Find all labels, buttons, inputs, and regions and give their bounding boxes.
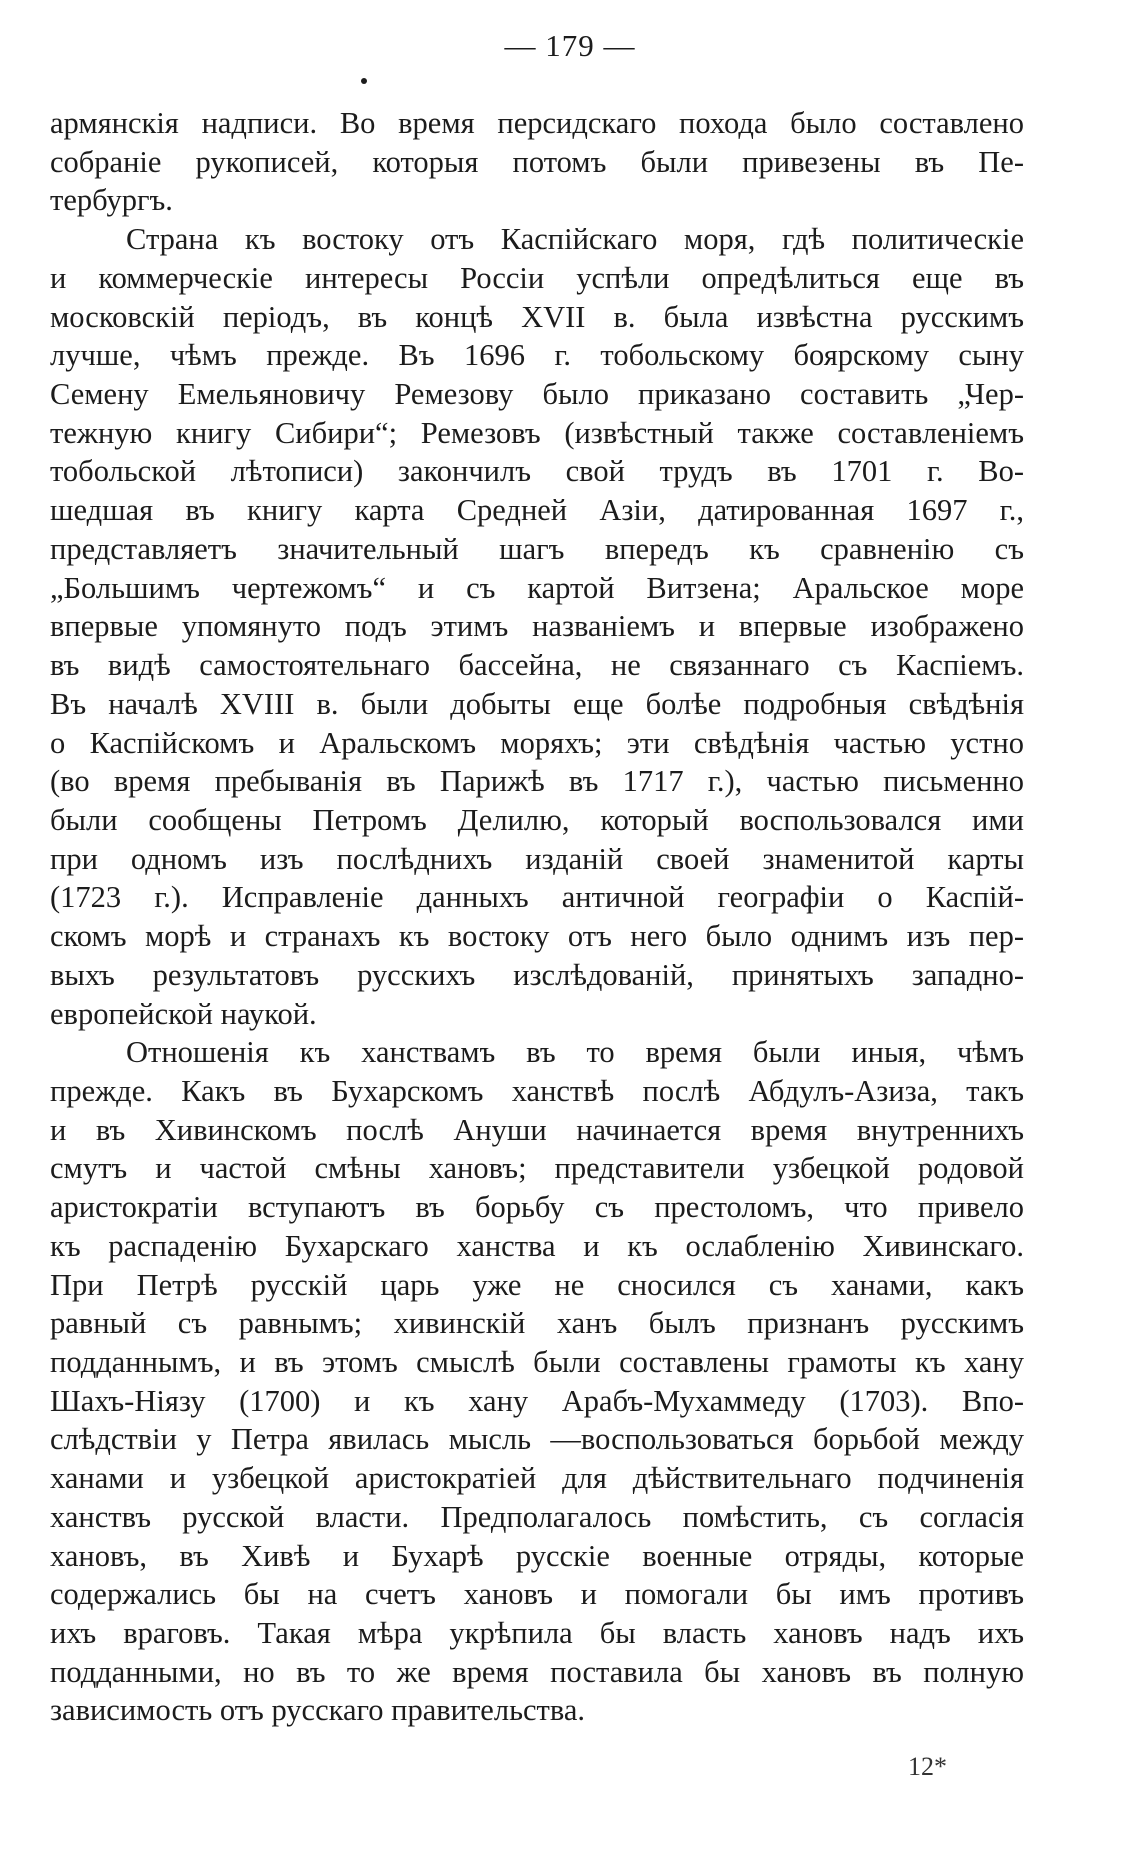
text-line: Страна къ востоку отъ Каспійскаго моря, гдѣ политическіе: [126, 222, 1024, 257]
body-text: [50, 104, 1024, 1730]
text-line: хановъ, въ Хивѣ и Бухарѣ русскіе военные отряды, которые: [50, 1538, 1024, 1573]
text-line: „Большимъ чертежомъ“ и съ картой Витзена; Аральское море: [50, 570, 1024, 605]
text-line: При Петрѣ русскій царь уже не сносился съ ханами, какъ: [50, 1267, 1024, 1302]
text-line: ихъ враговъ. Такая мѣра укрѣпила бы власть хановъ надъ ихъ: [50, 1616, 1024, 1651]
signature-mark: 12*: [908, 1752, 947, 1781]
text-line: слѣдствіи у Петра явилась мысль —воспользоваться борьбой между: [50, 1422, 1024, 1457]
text-line: тежную книгу Сибири“; Ремезовъ (извѣстный также составленіемъ: [50, 415, 1024, 450]
text-line: при одномъ изъ послѣднихъ изданій своей знаменитой карты: [50, 841, 1024, 876]
paragraph: [50, 220, 1024, 1033]
page-number: — 179 —: [504, 28, 636, 63]
text-line: собраніе рукописей, которыя потомъ были привезены въ Пе-: [50, 144, 1024, 179]
text-line: и коммерческіе интересы Россіи успѣли опредѣлиться еще въ: [50, 260, 1024, 295]
text-line: равный съ равнымъ; хивинскій ханъ былъ признанъ русскимъ: [50, 1306, 1024, 1341]
text-line: выхъ результатовъ русскихъ изслѣдованій, принятыхъ западно-: [50, 957, 1024, 992]
paragraph: [50, 104, 1024, 220]
text-line: Отношенія къ ханствамъ въ то время были иныя, чѣмъ: [126, 1035, 1024, 1070]
text-line: аристократіи вступаютъ въ борьбу съ престоломъ, что привело: [50, 1190, 1024, 1225]
text-line: скомъ морѣ и странахъ къ востоку отъ него было однимъ изъ пер-: [50, 919, 1024, 954]
text-line: содержались бы на счетъ хановъ и помогали бы имъ противъ: [50, 1577, 1024, 1612]
text-line: въ видѣ самостоятельнаго бассейна, не связаннаго съ Каспіемъ.: [50, 648, 1024, 683]
text-line: представляетъ значительный шагъ впередъ къ сравненію съ: [50, 531, 1024, 566]
text-line: зависимость отъ русскаго правительства.: [50, 1693, 586, 1728]
text-line: тербургъ.: [50, 183, 173, 218]
text-line: къ распаденію Бухарскаго ханства и къ ослабленію Хивинскаго.: [50, 1228, 1024, 1263]
text-line: были сообщены Петромъ Делилю, который воспользовался ими: [50, 802, 1024, 837]
print-dot: [361, 78, 367, 84]
text-line: армянскія надписи. Во время персидскаго похода было составлено: [50, 106, 1024, 140]
text-line: ханствъ русской власти. Предполагалось помѣстить, съ согласія: [50, 1499, 1024, 1534]
text-line: прежде. Какъ въ Бухарскомъ ханствѣ послѣ Абдулъ-Азиза, такъ: [50, 1073, 1024, 1108]
text-line: впервые упомянуто подъ этимъ названіемъ и впервые изображено: [50, 609, 1024, 644]
text-line: тобольской лѣтописи) закончилъ свой трудъ въ 1701 г. Во-: [50, 454, 1024, 489]
text-line: Семену Емельяновичу Ремезову было приказано составить „Чер-: [50, 377, 1024, 412]
text-line: шедшая въ книгу карта Средней Азіи, датированная 1697 г.,: [50, 493, 1024, 528]
text-line: смутъ и частой смѣны хановъ; представители узбецкой родовой: [50, 1151, 1024, 1186]
text-line: (во время пребыванія въ Парижѣ въ 1717 г.), частью письменно: [50, 764, 1024, 799]
text-line: подданнымъ, и въ этомъ смыслѣ были составлены грамоты къ хану: [50, 1345, 1024, 1379]
text-line: о Каспійскомъ и Аральскомъ моряхъ; эти свѣдѣнія частью устно: [50, 725, 1024, 760]
text-line: (1723 г.). Исправленіе данныхъ античной географіи о Каспій-: [50, 880, 1024, 915]
text-line: Шахъ-Ніязу (1700) и къ хану Арабъ-Мухаммеду (1703). Впо-: [50, 1383, 1024, 1418]
text-line: Въ началѣ XVIII в. были добыты еще болѣе подробныя свѣдѣнія: [50, 686, 1024, 721]
text-line: лучше, чѣмъ прежде. Въ 1696 г. тобольскому боярскому сыну: [50, 338, 1024, 373]
text-line: и въ Хивинскомъ послѣ Ануши начинается время внутреннихъ: [50, 1112, 1024, 1147]
text-line: подданными, но въ то же время поставила бы хановъ въ полную: [50, 1654, 1024, 1689]
paragraph: [50, 1033, 1024, 1730]
text-line: московскій періодъ, въ концѣ XVII в. была извѣстна русскимъ: [50, 299, 1024, 334]
text-line: европейской наукой.: [50, 996, 317, 1031]
text-line: ханами и узбецкой аристократіей для дѣйствительнаго подчиненія: [50, 1461, 1024, 1496]
